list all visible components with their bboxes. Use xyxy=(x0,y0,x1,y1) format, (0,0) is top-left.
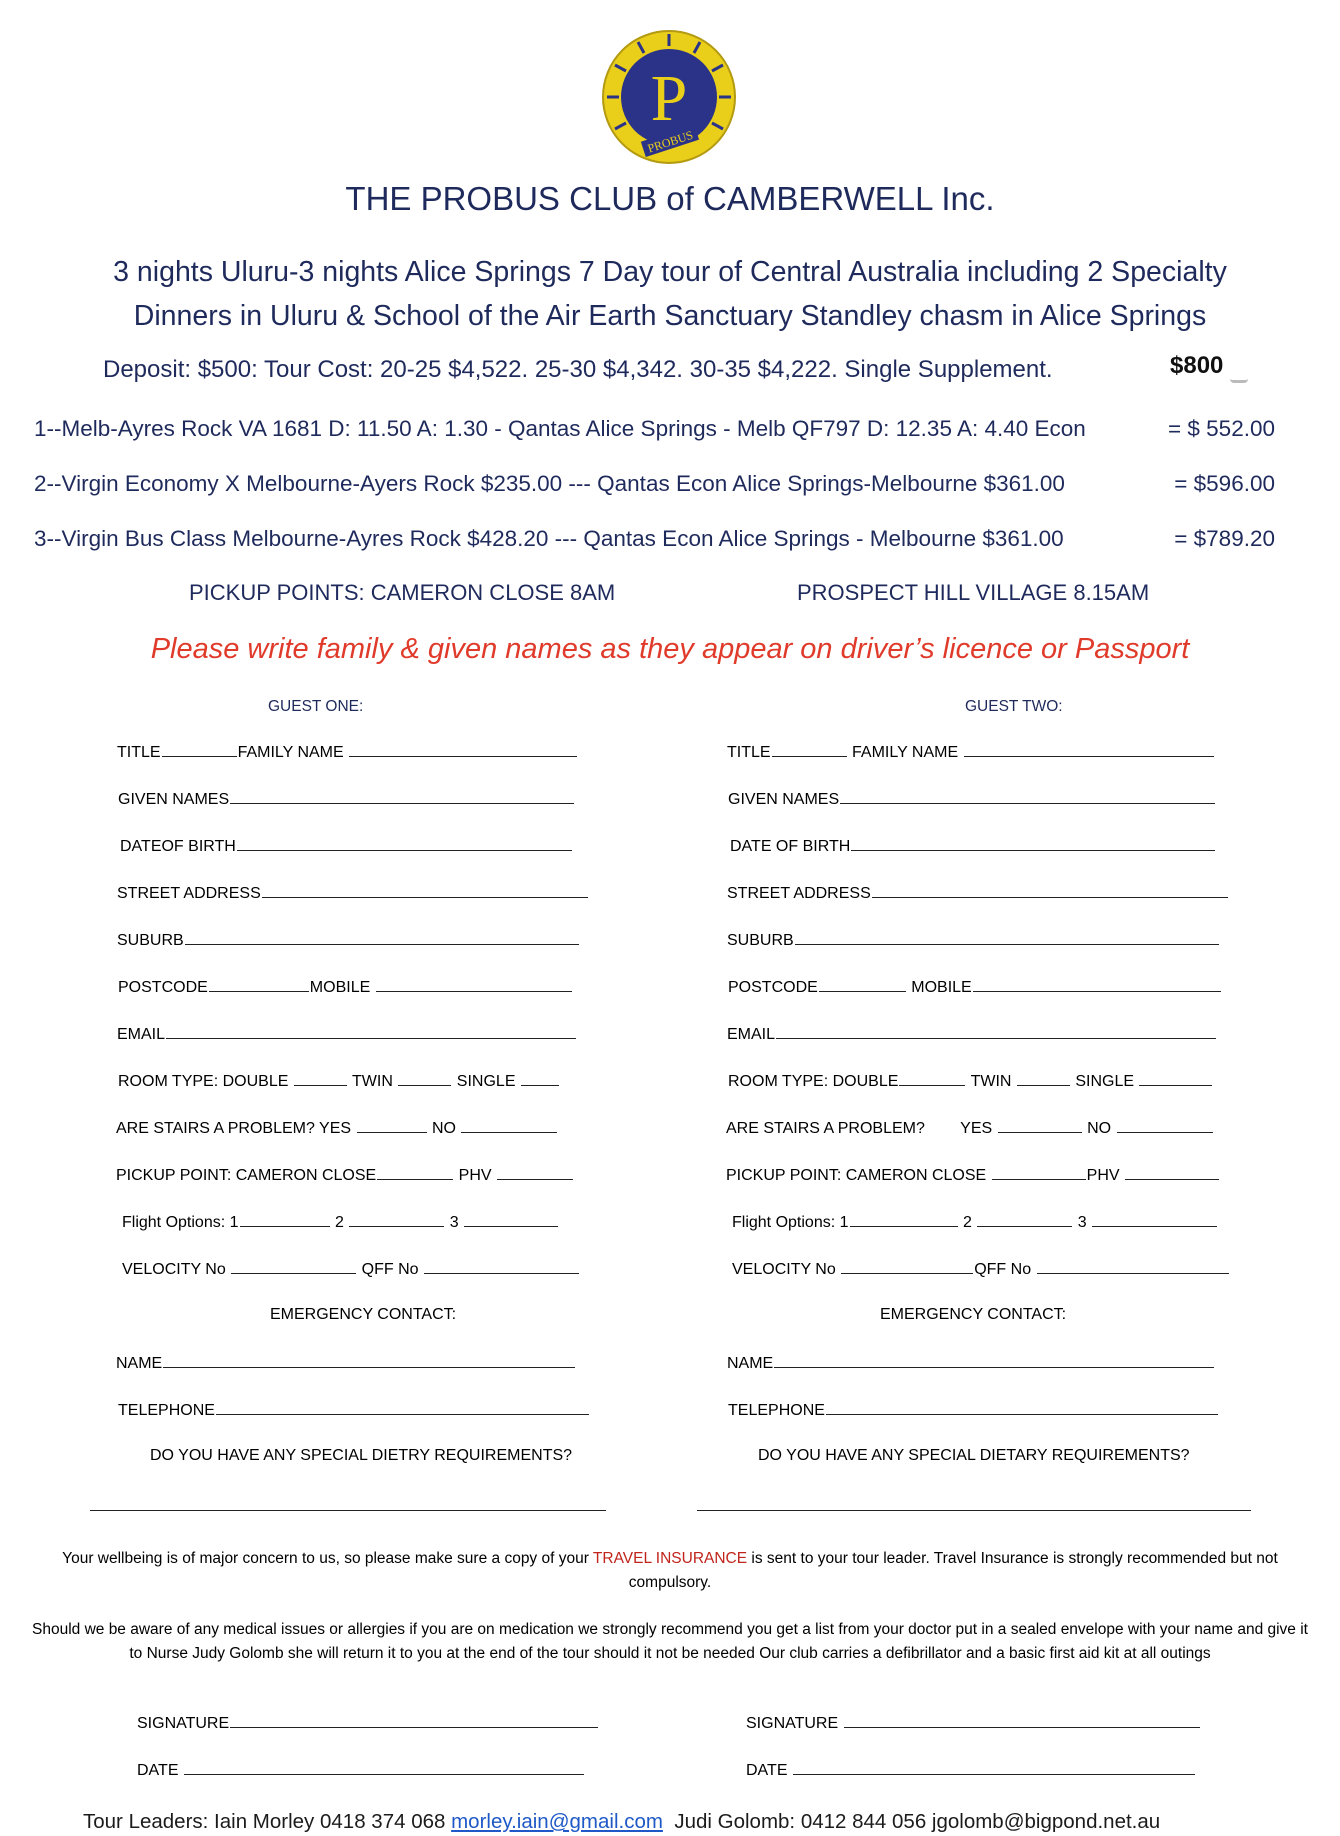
pickup-prospect-hill: PROSPECT HILL VILLAGE 8.15AM xyxy=(797,580,1150,605)
logo-text: PROBUS xyxy=(645,127,695,156)
g2-stairs[interactable]: ARE STAIRS A PROBLEM? YES NO xyxy=(726,1118,1214,1138)
flight-option-3: 3--Virgin Bus Class Melbourne-Ayres Rock $428.20 --- Qantas Econ Alice Springs - Melbourne $361.00 xyxy=(34,526,1064,551)
g1-given-names[interactable]: GIVEN NAMES xyxy=(118,789,575,809)
g1-street[interactable]: STREET ADDRESS xyxy=(117,883,589,903)
g2-dob[interactable]: DATE OF BIRTH xyxy=(730,836,1216,856)
g2-suburb[interactable]: SUBURB xyxy=(727,930,1220,950)
g2-date[interactable]: DATE xyxy=(746,1760,1196,1780)
g1-signature[interactable]: SIGNATURE xyxy=(137,1713,599,1733)
pickup-cameron: PICKUP POINTS: CAMERON CLOSE 8AM xyxy=(189,580,616,605)
g2-dietary-line[interactable] xyxy=(697,1510,1251,1511)
g1-title-row[interactable]: TITLE FAMILY NAME xyxy=(117,742,578,762)
g1-telephone[interactable]: TELEPHONE xyxy=(118,1400,590,1420)
g1-suburb[interactable]: SUBURB xyxy=(117,930,580,950)
flight-option-2-total: = $596.00 xyxy=(1174,471,1275,496)
names-warning: Please write family & given names as they appear on driver’s licence or Passport xyxy=(150,633,1190,665)
g2-email[interactable]: EMAIL xyxy=(727,1024,1217,1044)
guest-two-heading: GUEST TWO: xyxy=(965,698,1063,715)
g1-room-type[interactable]: ROOM TYPE: DOUBLE TWIN SINGLE xyxy=(118,1071,560,1091)
insurance-notice: Your wellbeing is of major concern to us, so please make sure a copy of your TRAVEL INSURANCE is sent to your tour leader. Travel Insurance is strongly recommended but not compulsory. xyxy=(62,1550,1278,1591)
probus-logo xyxy=(600,28,738,166)
g1-stairs[interactable]: ARE STAIRS A PROBLEM? YES NO xyxy=(116,1118,558,1138)
tour-line-2: Dinners in Uluru & School of the Air Earth Sanctuary Standley chasm in Alice Springs xyxy=(133,300,1207,332)
guest-one-heading: GUEST ONE: xyxy=(268,698,364,715)
g1-dob[interactable]: DATEOF BIRTH xyxy=(120,836,573,856)
g1-emergency-name[interactable]: NAME xyxy=(116,1353,576,1373)
flight-option-2: 2--Virgin Economy X Melbourne-Ayers Rock $235.00 --- Qantas Econ Alice Springs-Melbourne $361.00 xyxy=(34,471,1065,496)
g1-flight-options[interactable]: Flight Options: 1 2 3 xyxy=(122,1212,559,1232)
g2-emergency-heading: EMERGENCY CONTACT: xyxy=(880,1306,1067,1323)
medical-notice: Should we be aware of any medical issues or allergies if you are on medication we strongly recommend you get a list from your doctor put in a sealed envelope with your name and give it to Nurse Judy Golomb she will return it to you at the end of the tour should it not be needed Our club carries a defibrillator and a basic first aid kit at all outings xyxy=(32,1621,1308,1662)
logo-letter: P xyxy=(650,62,688,135)
g2-pickup-point[interactable]: PICKUP POINT: CAMERON CLOSE PHV xyxy=(726,1165,1220,1185)
g2-signature[interactable]: SIGNATURE xyxy=(746,1713,1201,1733)
g2-street[interactable]: STREET ADDRESS xyxy=(727,883,1229,903)
g1-dietary-line[interactable] xyxy=(90,1510,606,1511)
flight-option-1: 1--Melb-Ayres Rock VA 1681 D: 11.50 A: 1.30 - Qantas Alice Springs - Melb QF797 D: 12.35 A: 4.40 Econ xyxy=(34,416,1086,441)
deposit-info: Deposit: $500: Tour Cost: 20-25 $4,522. 25-30 $4,342. 30-35 $4,222. Single Supplement. xyxy=(103,356,1053,383)
club-title: THE PROBUS CLUB of CAMBERWELL Inc. xyxy=(345,180,995,217)
g1-pickup-point[interactable]: PICKUP POINT: CAMERON CLOSE PHV xyxy=(116,1165,574,1185)
morley-email-link[interactable]: morley.iain@gmail.com xyxy=(451,1810,663,1833)
g2-title-row[interactable]: TITLE FAMILY NAME xyxy=(727,742,1215,762)
g2-telephone[interactable]: TELEPHONE xyxy=(728,1400,1219,1420)
single-supplement-amount: $800 xyxy=(1170,352,1224,379)
g1-dietary: DO YOU HAVE ANY SPECIAL DIETRY REQUIREMENTS? xyxy=(150,1447,573,1464)
g2-dietary: DO YOU HAVE ANY SPECIAL DIETARY REQUIREMENTS? xyxy=(758,1447,1190,1464)
tour-description xyxy=(0,250,1340,338)
travel-insurance-highlight: TRAVEL INSURANCE xyxy=(592,1550,748,1567)
g2-emergency-name[interactable]: NAME xyxy=(727,1353,1215,1373)
g1-date[interactable]: DATE xyxy=(137,1760,585,1780)
g2-given-names[interactable]: GIVEN NAMES xyxy=(728,789,1216,809)
g1-postcode-mobile[interactable]: POSTCODE MOBILE xyxy=(118,977,573,997)
g2-flight-options[interactable]: Flight Options: 1 2 3 xyxy=(732,1212,1218,1232)
supplement-mark xyxy=(1230,374,1248,383)
footer-tour-leaders: Tour Leaders: Iain Morley 0418 374 068 morley.iain@gmail.com Judi Golomb: 0412 844 056 jgolomb@bigpond.net.au xyxy=(83,1810,1161,1833)
g2-room-type[interactable]: ROOM TYPE: DOUBLE TWIN SINGLE xyxy=(728,1071,1213,1091)
flight-option-3-total: = $789.20 xyxy=(1174,526,1275,551)
g1-emergency-heading: EMERGENCY CONTACT: xyxy=(270,1306,457,1323)
g2-velocity-qff[interactable]: VELOCITY No QFF No xyxy=(732,1259,1230,1279)
g2-postcode-mobile[interactable]: POSTCODE MOBILE xyxy=(728,977,1222,997)
tour-line-1: 3 nights Uluru-3 nights Alice Springs 7 Day tour of Central Australia including 2 Specialty xyxy=(113,256,1227,288)
flight-option-1-total: = $ 552.00 xyxy=(1168,416,1275,441)
g1-velocity-qff[interactable]: VELOCITY No QFF No xyxy=(122,1259,580,1279)
g1-email[interactable]: EMAIL xyxy=(117,1024,577,1044)
